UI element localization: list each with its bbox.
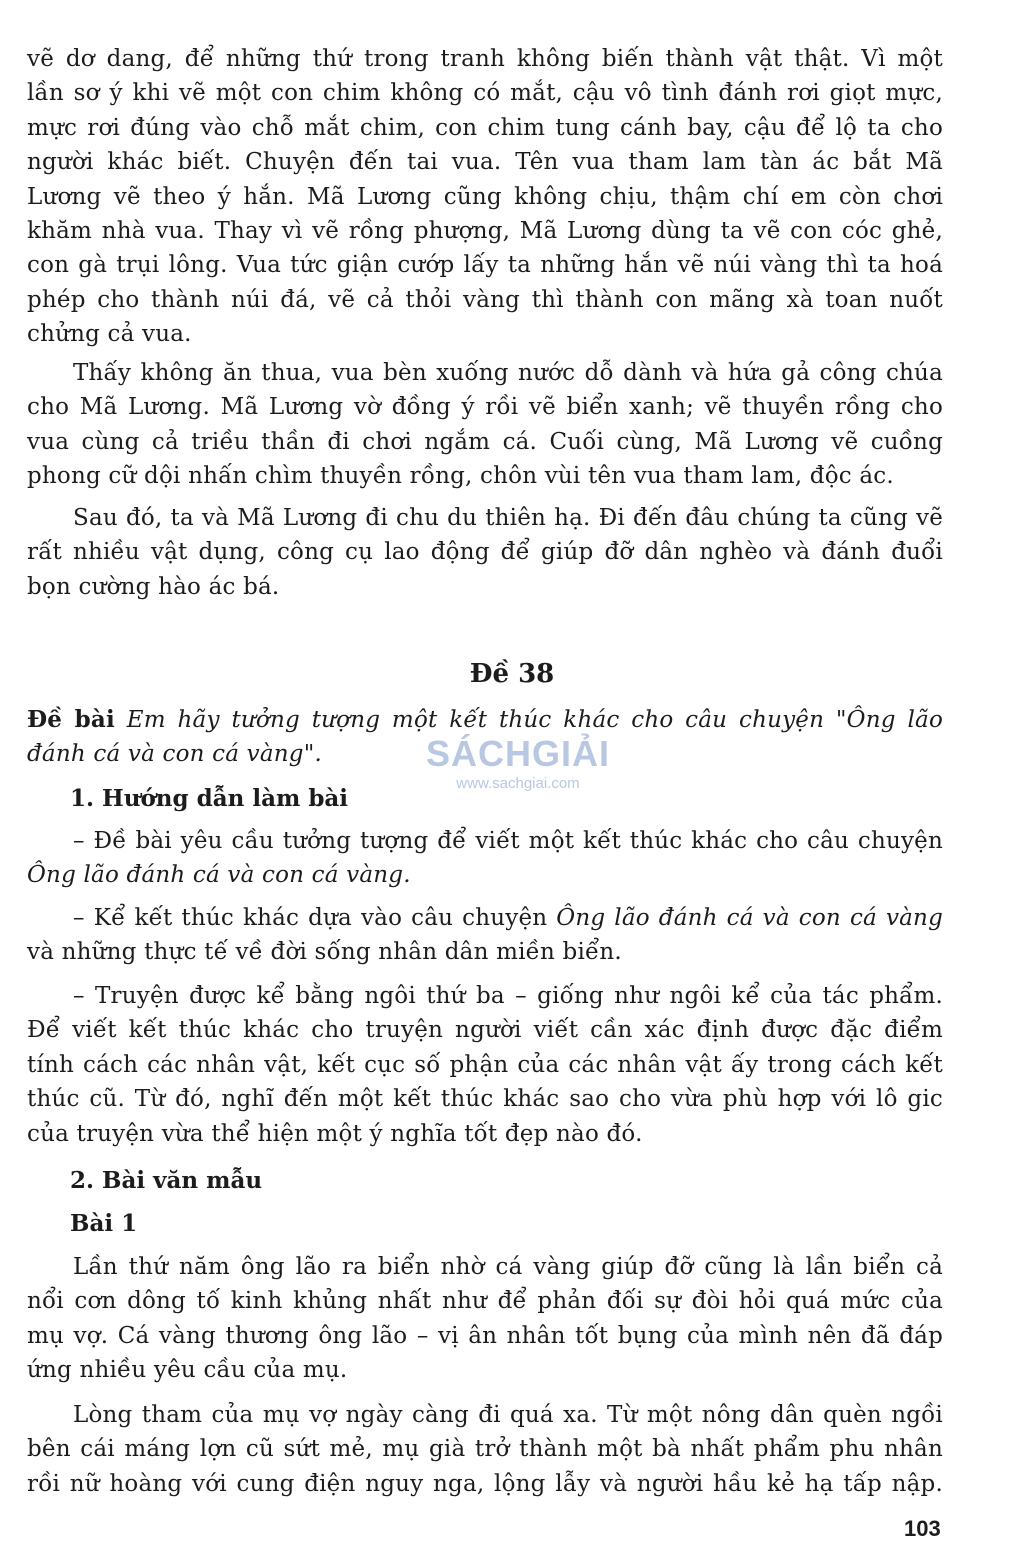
essay-paragraph-2 <box>27 1398 943 1501</box>
heading-guide: 1. Hướng dẫn làm bài <box>70 785 349 812</box>
guide-item-1 <box>27 824 943 893</box>
text-line: lần sơ ý khi vẽ một con chim không có mắt, cậu vô tình đánh rơi giọt mực, <box>27 80 943 107</box>
section-title: Đề 38 <box>469 659 555 689</box>
watermark-brand: SÁCHGIẢI <box>425 733 610 774</box>
text-line: mụ vợ. Cá vàng thương ông lão – vị ân nhân tốt bụng của mình nên đã đáp <box>27 1322 943 1349</box>
text-line: – Đề bài yêu cầu tưởng tượng để viết một kết thúc khác cho câu chuyện <box>73 828 943 854</box>
text-line: phong cữ dội nhấn chìm thuyền rồng, chôn vùi tên vua tham lam, độc ác. <box>27 463 894 490</box>
essay-paragraph-1 <box>27 1250 943 1388</box>
story-title: Ông lão đánh cá và con cá vàng <box>556 905 943 931</box>
guide-item-2 <box>27 901 943 970</box>
heading-sample-essay: 2. Bài văn mẫu <box>70 1167 263 1194</box>
text-line: con gà trụi lông. Vua tức giận cướp lấy ta những hắn vẽ núi vàng thì ta hoá <box>27 252 943 279</box>
text-line: ứng nhiều yêu cầu của mụ. <box>27 1357 348 1384</box>
text-line: – Truyện được kể bằng ngôi thứ ba – giống như ngôi kể của tác phẩm. <box>73 983 943 1009</box>
paragraph-king-defeat <box>27 356 943 494</box>
paragraph-story-continuation <box>27 42 943 352</box>
text-line: rồi nữ hoàng với cung điện nguy nga, lộng lẫy và người hầu kẻ hạ tấp nập. <box>27 1470 943 1497</box>
assignment-prompt <box>27 703 943 772</box>
text-line: chửng cả vua. <box>27 321 192 348</box>
prompt-line <box>27 703 943 737</box>
heading-essay-1: Bài 1 <box>70 1210 138 1237</box>
text-line: cho Mã Lương. Mã Lương vờ đồng ý rồi vẽ biển xanh; vẽ thuyền rồng cho <box>27 394 943 421</box>
text-line: bên cái máng lợn cũ sứt mẻ, mụ già trở thành một bà nhất phẩm phu nhân <box>27 1436 943 1463</box>
prompt-line: đánh cá và con cá vàng". <box>27 741 322 768</box>
text-line: Lòng tham của mụ vợ ngày càng đi quá xa. Từ một nông dân quèn ngồi <box>73 1402 943 1428</box>
page-number: 103 <box>904 1516 941 1541</box>
text-line: Thấy không ăn thua, vua bèn xuống nước dỗ dành và hứa gả công chúa <box>73 360 943 386</box>
text-line: bọn cường hào ác bá. <box>27 573 280 600</box>
text-line: Lần thứ năm ông lão ra biển nhờ cá vàng giúp đỡ cũng là lần biển cả <box>73 1254 943 1280</box>
text-line: người khác biết. Chuyện đến tai vua. Tên vua tham lam tàn ác bắt Mã <box>27 149 943 176</box>
guide-item-3 <box>27 979 943 1151</box>
text-line: và những thực tế về đời sống nhân dân miền biển. <box>27 939 622 966</box>
watermark-url: www.sachgiai.com <box>456 775 580 792</box>
text-line: Sau đó, ta và Mã Lương đi chu du thiên hạ. Đi đến đâu chúng ta cũng vẽ <box>73 505 943 531</box>
text-line: Lương vẽ theo ý hắn. Mã Lương cũng không chịu, thậm chí em còn chơi <box>27 183 943 210</box>
text-line: mực rơi đúng vào chỗ mắt chim, con chim tung cánh bay, cậu để lộ ta cho <box>27 114 943 141</box>
text-line: vẽ dơ dang, để những thứ trong tranh không biến thành vật thật. Vì một <box>27 46 943 72</box>
text-line: vua cùng cả triều thần đi chơi ngắm cá. Cuối cùng, Mã Lương vẽ cuồng <box>27 428 943 455</box>
text-line: rất nhiều vật dụng, công cụ lao động để giúp đỡ dân nghèo và đánh đuổi <box>27 539 943 566</box>
text-line: Để viết kết thúc khác cho truyện người viết cần xác định được đặc điểm <box>27 1017 943 1044</box>
text-line: thúc cũ. Từ đó, nghĩ đến một kết thúc khác sao cho vừa phù hợp với lô gic <box>27 1086 943 1113</box>
text-line: Ông lão đánh cá và con cá vàng. <box>27 862 411 889</box>
text-line: tính cách các nhân vật, kết cục số phận của các nhân vật ấy trong cách kết <box>27 1051 943 1078</box>
text-line: phép cho thành núi đá, vẽ cả thỏi vàng thì thành con mãng xà toan nuốt <box>27 286 943 313</box>
text-line: của truyện vừa thể hiện một ý nghĩa tốt đẹp nào đó. <box>27 1120 643 1147</box>
text-line <box>27 901 943 935</box>
text-line: khăm nhà vua. Thay vì vẽ rồng phượng, Mã Lương dùng ta vẽ con cóc ghẻ, <box>27 217 943 244</box>
paragraph-travel <box>27 501 943 604</box>
prompt-text: Em hãy tưởng tượng một kết thúc khác cho câu chuyện "Ông lão <box>126 707 943 733</box>
prompt-label: Đề bài <box>27 706 115 733</box>
text-line: nổi cơn dông tố kinh khủng nhất như để phản đối sự đòi hỏi quá mức của <box>27 1288 943 1315</box>
text-span: – Kể kết thúc khác dựa vào câu chuyện <box>73 905 557 931</box>
